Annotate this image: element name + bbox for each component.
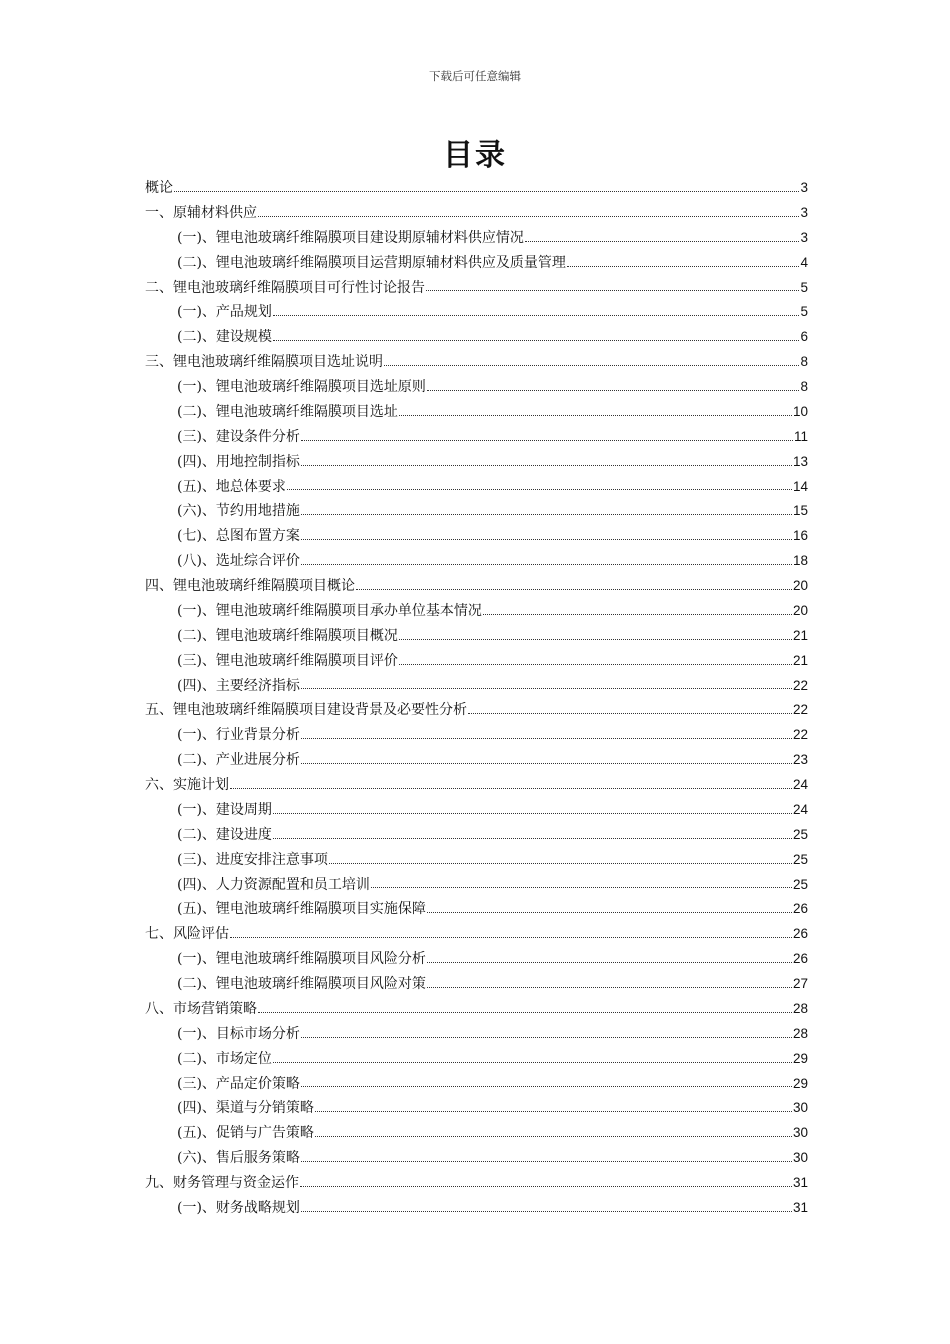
toc-dot-leader <box>273 812 792 814</box>
toc-entry[interactable] <box>145 723 808 748</box>
toc-dot-leader <box>399 414 792 416</box>
toc-entry-title: (七)、总图布置方案 <box>177 528 300 545</box>
toc-entry[interactable] <box>145 574 808 599</box>
toc-entry-page-number: 28 <box>792 1000 808 1016</box>
toc-dot-leader <box>258 215 799 217</box>
toc-dot-leader <box>273 314 800 316</box>
toc-entry-title: (一)、产品规划 <box>177 304 272 321</box>
toc-entry[interactable] <box>145 599 808 624</box>
toc-entry[interactable] <box>145 1171 808 1196</box>
toc-entry-page-number: 20 <box>792 578 808 593</box>
toc-entry-page-number: 25 <box>792 826 808 842</box>
toc-entry-title: (二)、建设进度 <box>177 826 272 843</box>
toc-entry-title: (二)、锂电池玻璃纤维隔膜项目概况 <box>177 627 398 644</box>
toc-entry[interactable] <box>145 375 808 400</box>
toc-dot-leader <box>301 464 792 466</box>
toc-dot-leader <box>301 1210 792 1212</box>
toc-entry-page-number: 10 <box>792 403 808 419</box>
toc-entry-page-number: 30 <box>792 1125 808 1141</box>
toc-entry[interactable] <box>145 997 808 1022</box>
toc-entry-page-number: 11 <box>793 428 808 444</box>
toc-entry-page-number: 3 <box>800 180 808 195</box>
toc-dot-leader <box>301 1036 792 1038</box>
toc-entry[interactable] <box>145 450 808 475</box>
toc-entry[interactable] <box>145 624 808 649</box>
toc-entry-title: (三)、锂电池玻璃纤维隔膜项目评价 <box>177 652 398 669</box>
toc-entry-page-number: 29 <box>792 1050 808 1066</box>
toc-entry-page-number: 8 <box>800 379 808 394</box>
toc-entry-title: (一)、目标市场分析 <box>177 1025 300 1042</box>
toc-dot-leader <box>329 862 792 864</box>
toc-dot-leader <box>258 1011 792 1013</box>
toc-entry-page-number: 30 <box>792 1150 808 1166</box>
toc-dot-leader <box>301 687 792 689</box>
toc-entry[interactable] <box>145 848 808 873</box>
toc-entry[interactable] <box>145 201 808 226</box>
toc-entry[interactable] <box>145 499 808 524</box>
toc-entry-title: (六)、节约用地措施 <box>177 503 300 520</box>
toc-entry-title: (五)、促销与广告策略 <box>177 1125 314 1142</box>
toc-entry[interactable] <box>145 947 808 972</box>
toc-entry[interactable] <box>145 1146 808 1171</box>
toc-dot-leader <box>301 538 792 540</box>
toc-entry[interactable] <box>145 400 808 425</box>
toc-entry-page-number: 16 <box>792 528 808 544</box>
toc-entry-title: (二)、建设规模 <box>177 329 272 346</box>
toc-dot-leader <box>371 886 792 888</box>
toc-dot-leader <box>315 1110 792 1112</box>
toc-dot-leader <box>301 762 792 764</box>
toc-entry-title: (一)、行业背景分析 <box>177 727 300 744</box>
toc-entry[interactable] <box>145 226 808 251</box>
toc-entry-page-number: 22 <box>792 727 808 743</box>
toc-entry-page-number: 25 <box>792 876 808 892</box>
toc-entry-page-number: 31 <box>792 1175 808 1190</box>
toc-entry-page-number: 26 <box>792 926 808 942</box>
toc-entry[interactable] <box>145 922 808 947</box>
toc-entry-title: (三)、产品定价策略 <box>177 1075 300 1092</box>
toc-entry[interactable] <box>145 524 808 549</box>
toc-dot-leader <box>301 737 792 739</box>
toc-dot-leader <box>273 339 800 341</box>
toc-entry-page-number: 6 <box>800 329 808 345</box>
toc-entry-title: 概论 <box>145 180 173 196</box>
toc-entry-title: 九、财务管理与资金运作 <box>145 1175 299 1191</box>
toc-entry-page-number: 3 <box>800 229 808 245</box>
toc-dot-leader <box>230 787 792 789</box>
toc-entry[interactable] <box>145 649 808 674</box>
toc-dot-leader <box>399 663 792 665</box>
toc-entry-page-number: 4 <box>800 254 808 270</box>
toc-dot-leader <box>174 190 799 192</box>
toc-entry-page-number: 26 <box>792 901 808 917</box>
toc-entry-title: (四)、用地控制指标 <box>177 453 300 470</box>
page-title: 目录 <box>443 138 507 173</box>
toc-entry-page-number: 20 <box>792 602 808 618</box>
toc-entry[interactable] <box>145 1047 808 1072</box>
toc-dot-leader <box>301 563 792 565</box>
toc-dot-leader <box>301 513 792 515</box>
toc-dot-leader <box>427 389 800 391</box>
toc-entry-title: (六)、售后服务策略 <box>177 1150 300 1167</box>
toc-dot-leader <box>301 1160 792 1162</box>
toc-entry[interactable] <box>145 748 808 773</box>
toc-entry-title: (四)、主要经济指标 <box>177 677 300 694</box>
toc-entry[interactable] <box>145 698 808 723</box>
toc-dot-leader <box>427 911 792 913</box>
toc-entry[interactable] <box>145 773 808 798</box>
toc-entry[interactable] <box>145 251 808 276</box>
toc-entry-title: 五、锂电池玻璃纤维隔膜项目建设背景及必要性分析 <box>145 702 467 719</box>
table-of-contents <box>145 176 808 1221</box>
toc-entry[interactable] <box>145 475 808 500</box>
toc-entry-page-number: 23 <box>792 752 808 768</box>
toc-entry-page-number: 8 <box>800 354 808 370</box>
toc-entry[interactable] <box>145 425 808 450</box>
toc-entry[interactable] <box>145 325 808 350</box>
toc-entry-page-number: 30 <box>792 1100 808 1116</box>
toc-entry-title: 六、实施计划 <box>145 777 229 793</box>
toc-entry-title: (三)、进度安排注意事项 <box>177 851 328 868</box>
toc-entry[interactable] <box>145 1072 808 1097</box>
toc-dot-leader <box>300 1185 792 1187</box>
toc-entry-title: 八、市场营销策略 <box>145 1000 257 1017</box>
toc-dot-leader <box>483 613 792 615</box>
toc-dot-leader <box>287 488 792 490</box>
toc-entry-title: 七、风险评估 <box>145 926 229 943</box>
toc-dot-leader <box>384 364 799 366</box>
toc-entry[interactable] <box>145 798 808 823</box>
toc-entry-page-number: 14 <box>792 478 808 494</box>
toc-entry-page-number: 18 <box>792 553 808 569</box>
toc-dot-leader <box>427 961 792 963</box>
toc-entry-page-number: 29 <box>792 1075 808 1091</box>
toc-entry-title: (五)、锂电池玻璃纤维隔膜项目实施保障 <box>177 901 426 918</box>
toc-entry-page-number: 21 <box>792 652 808 668</box>
toc-entry-title: (二)、锂电池玻璃纤维隔膜项目选址 <box>177 403 398 420</box>
toc-dot-leader <box>273 837 792 839</box>
toc-entry[interactable] <box>145 276 808 301</box>
toc-entry[interactable] <box>145 823 808 848</box>
toc-dot-leader <box>427 986 792 988</box>
toc-dot-leader <box>399 638 792 640</box>
toc-dot-leader <box>315 1135 792 1137</box>
toc-entry[interactable] <box>145 674 808 699</box>
toc-entry[interactable] <box>145 350 808 375</box>
toc-entry[interactable] <box>145 176 808 201</box>
toc-entry-title: (二)、市场定位 <box>177 1050 272 1067</box>
toc-entry-title: 一、原辅材料供应 <box>145 204 257 221</box>
toc-entry-page-number: 26 <box>792 951 808 967</box>
toc-entry-title: 二、锂电池玻璃纤维隔膜项目可行性讨论报告 <box>145 279 425 296</box>
toc-dot-leader <box>301 439 793 441</box>
toc-entry-title: (一)、财务战略规划 <box>177 1199 300 1216</box>
toc-dot-leader <box>301 1085 792 1087</box>
toc-entry[interactable] <box>145 873 808 898</box>
toc-dot-leader <box>426 289 799 291</box>
toc-entry-page-number: 24 <box>792 777 808 792</box>
toc-dot-leader <box>525 240 800 242</box>
toc-entry-title: (二)、产业进展分析 <box>177 752 300 769</box>
toc-entry-title: (二)、锂电池玻璃纤维隔膜项目运营期原辅材料供应及质量管理 <box>177 254 566 271</box>
toc-entry[interactable] <box>145 1096 808 1121</box>
toc-dot-leader <box>273 1061 792 1063</box>
toc-entry-page-number: 25 <box>792 851 808 867</box>
toc-entry-page-number: 28 <box>792 1025 808 1041</box>
toc-entry-page-number: 21 <box>792 627 808 643</box>
toc-entry-page-number: 3 <box>800 204 808 220</box>
toc-entry-page-number: 5 <box>800 279 808 295</box>
toc-entry-page-number: 13 <box>792 453 808 469</box>
toc-entry-title: (四)、渠道与分销策略 <box>177 1100 314 1117</box>
toc-entry-page-number: 22 <box>792 702 808 718</box>
toc-entry-title: (三)、建设条件分析 <box>177 428 300 445</box>
toc-entry-title: 四、锂电池玻璃纤维隔膜项目概论 <box>145 578 355 594</box>
toc-entry[interactable] <box>145 897 808 922</box>
toc-entry-page-number: 27 <box>792 976 808 991</box>
toc-entry-title: 三、锂电池玻璃纤维隔膜项目选址说明 <box>145 354 383 371</box>
toc-entry-page-number: 31 <box>792 1199 808 1215</box>
toc-entry[interactable] <box>145 1121 808 1146</box>
toc-entry-title: (一)、锂电池玻璃纤维隔膜项目选址原则 <box>177 379 426 395</box>
toc-entry-title: (八)、选址综合评价 <box>177 553 300 570</box>
toc-entry[interactable] <box>145 300 808 325</box>
toc-entry[interactable] <box>145 972 808 997</box>
toc-entry[interactable] <box>145 549 808 574</box>
toc-entry[interactable] <box>145 1196 808 1221</box>
toc-entry-title: (一)、锂电池玻璃纤维隔膜项目风险分析 <box>177 951 426 968</box>
header-note: 下载后可任意编辑 <box>429 69 521 83</box>
toc-entry-page-number: 15 <box>792 503 808 519</box>
toc-entry-title: (五)、地总体要求 <box>177 478 286 495</box>
toc-entry-title: (四)、人力资源配置和员工培训 <box>177 876 370 893</box>
toc-entry-page-number: 24 <box>792 801 808 817</box>
toc-entry-title: (二)、锂电池玻璃纤维隔膜项目风险对策 <box>177 976 426 992</box>
toc-dot-leader <box>567 265 800 267</box>
toc-entry-title: (一)、锂电池玻璃纤维隔膜项目建设期原辅材料供应情况 <box>177 229 524 246</box>
toc-entry-page-number: 5 <box>800 304 808 320</box>
toc-dot-leader <box>468 712 792 714</box>
toc-dot-leader <box>230 936 792 938</box>
toc-entry-title: (一)、锂电池玻璃纤维隔膜项目承办单位基本情况 <box>177 602 482 619</box>
toc-dot-leader <box>356 588 792 590</box>
toc-entry-title: (一)、建设周期 <box>177 801 272 818</box>
toc-entry-page-number: 22 <box>792 677 808 693</box>
toc-entry[interactable] <box>145 1022 808 1047</box>
